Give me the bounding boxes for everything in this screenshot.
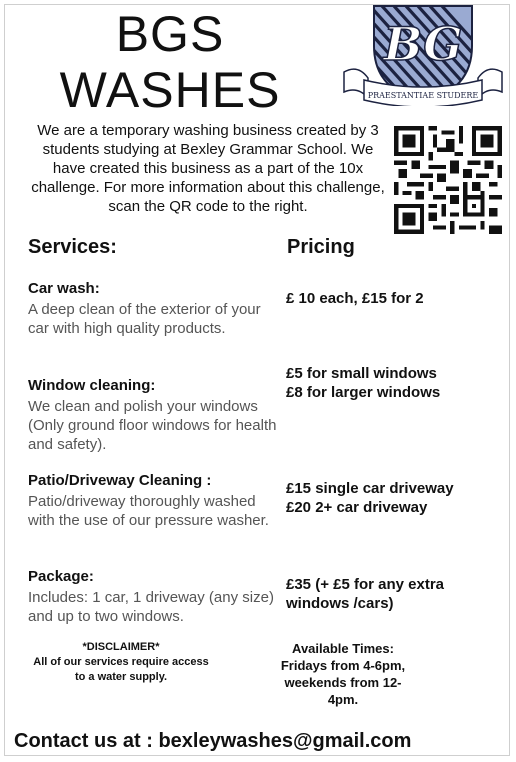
available-times: Available Times: Fridays from 4-6pm, weekends from 12-4pm. [280, 641, 406, 707]
svg-text:BG: BG [383, 17, 463, 71]
service-title-patio-driveway: Patio/Driveway Cleaning : [28, 472, 212, 489]
price-line: £5 for small windows [286, 365, 437, 382]
svg-text:PRAESTANTIAE STUDERE: PRAESTANTIAE STUDERE [367, 91, 479, 100]
disclaimer-text: All of our services require access to a water supply. [33, 656, 209, 683]
price-line: £35 (+ £5 for any extra windows /cars) [286, 576, 445, 612]
service-description-patio-driveway: Patio/driveway thoroughly washed with the use of our pressure washer. [28, 493, 269, 529]
contact-line: Contact us at : bexleywashes@gmail.com [14, 730, 412, 752]
service-description-window-cleaning: We clean and polish your windows (Only ground floor windows for health and safety). [28, 398, 277, 453]
intro-text: We are a temporary washing business created by 3 students studying at Bexley Grammar School. We have created this business as a part of the 10x challenge. For more information about this challenge, scan the QR code to the right. [31, 122, 385, 215]
title-line-2: WASHES [59, 62, 281, 118]
price-window-cleaning [286, 364, 506, 402]
price-line: £15 single car driveway [286, 480, 454, 497]
disclaimer-title: *DISCLAIMER* [82, 641, 160, 653]
price-line: £20 2+ car driveway [286, 499, 428, 516]
service-title-package: Package: [28, 568, 94, 585]
price-car-wash [286, 289, 506, 308]
poster-title [40, 6, 300, 118]
qr-code-icon [394, 126, 502, 234]
title-line-1: BGS [115, 6, 225, 62]
service-description-car-wash: A deep clean of the exterior of your car with high quality products. [28, 301, 261, 337]
price-patio-driveway [286, 479, 506, 517]
service-description-package: Includes: 1 car, 1 driveway (any size) and up to two windows. [28, 589, 274, 625]
price-line: £ 10 each, £15 for 2 [286, 290, 424, 307]
pricing-heading: Pricing [287, 236, 355, 258]
service-title-window-cleaning: Window cleaning: [28, 377, 156, 394]
service-title-car-wash: Car wash: [28, 280, 100, 297]
price-package [286, 575, 476, 613]
price-line: £8 for larger windows [286, 384, 441, 401]
school-crest-logo [338, 2, 508, 106]
disclaimer [28, 640, 214, 685]
services-heading: Services: [28, 236, 117, 258]
